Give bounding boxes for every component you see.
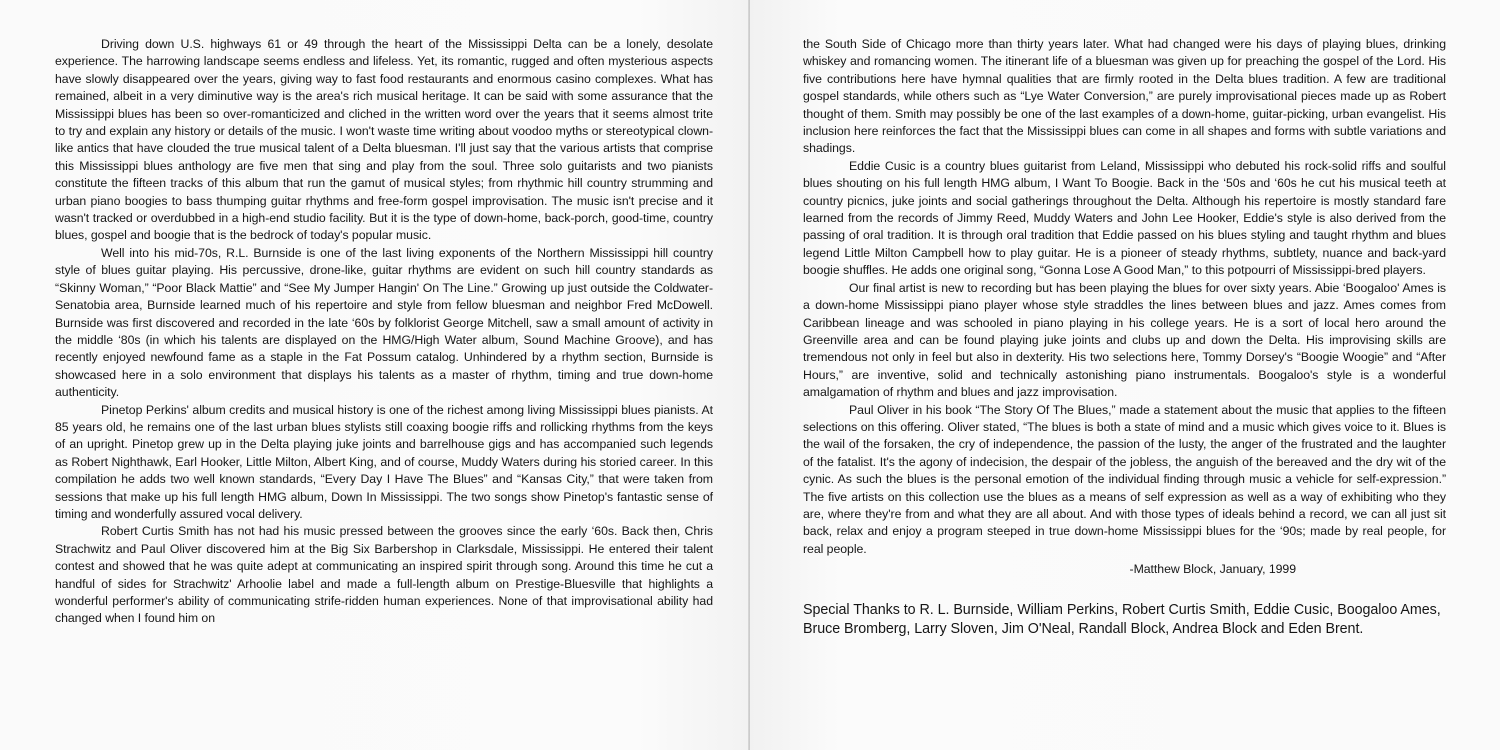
smith-paragraph: Robert Curtis Smith has not had his music pressed between the grooves since the early ‘60s. Back then, Chris Strachwitz and Paul Oliver discovered him at the Big Six Barbershop in Clarksdale, Mississippi. He entered their talent contest and showed that he was quite adept at communicating an inspired spirit through song. Around this time he cut a handful of sides for Strachwitz' Arhoolie label and made a full-length album on Prestige-Bluesville that highlights a wonderful performer's ability of communicating strife-ridden human experiences. None of that improvisational ability had changed when I found him on	[55, 524, 713, 626]
cusic-paragraph: Eddie Cusic is a country blues guitarist from Leland, Mississippi who debuted his rock-solid riffs and soulful blues shouting on his full length HMG album, I Want To Boogie. Back in the ‘50s and ‘60s he cut his musical teeth at country picnics, juke joints and social gatherings throughout the Delta. Although his repertoire is mostly standard fare learned from the records of Jimmy Reed, Muddy Waters and John Lee Hooker, Eddie's style is also derived from the passing of oral tradition. It is through oral tradition that Eddie passed on his blues styling and taught rhythm and blues legend Little Milton Campbell how to play guitar. He is a pioneer of steady rhythms, subtlety, nuance and back-yard boogie shuffles. He adds one original song, “Gonna Lose A Good Man,” to this potpourri of Mississippi-bred players.	[803, 158, 1446, 278]
author-signature: -Matthew Block, January, 1999	[1129, 562, 1296, 577]
intro-paragraph: Driving down U.S. highways 61 or 49 through the heart of the Mississippi Delta can be a lonely, desolate experience. The harrowing landscape seems endless and lifeless. Yet, its romantic, rugged and often mysterious aspects have slowly disappeared over the years, giving way to fast food restaurants and enormous casino complexes. What has remained, albeit in a very diminutive way is the area's rich musical heritage. It can be said with some assurance that the Mississippi blues has been so over-romanticized and cliched in the written word over the years that it seems almost trite to try and explain any history or details of the music. I won't waste time writing about voodoo myths or stereotypical clown-like antics that have clouded the true musical talent of a Delta bluesman. I'll just say that the various artists that comprise this Mississippi blues anthology are five men that sing and play from the soul. Three solo guitarists and two pianists constitute the fifteen tracks of this album that run the gamut of musical styles; from rhythmic hill country strumming and urban piano boogies to bass thumping guitar rhythms and free-form gospel improvisation. The music isn't precise and it wasn't tracked or overdubbed in a high-end studio facility. But it is the type of down-home, back-porch, good-time, country blues, gospel and boogie that is the bedrock of today's popular music.	[55, 37, 713, 243]
burnside-paragraph: Well into his mid-70s, R.L. Burnside is one of the last living exponents of the Northern Mississippi hill country style of blues guitar playing. His percussive, drone-like, guitar rhythms are evident on such hill country standards as “Skinny Woman,” “Poor Black Mattie” and “See My Jumper Hangin' On The Line.” Growing up just outside the Coldwater-Senatobia area, Burnside learned much of his repertoire and style from fellow bluesman and neighbor Fred McDowell. Burnside was first discovered and recorded in the late ‘60s by folklorist George Mitchell, saw a small amount of activity in the middle ‘80s (in which his talents are displayed on the HMG/High Water album, Sound Machine Groove), and has recently enjoyed newfound fame as a staple in the Fat Possum catalog. Unhindered by a rhythm section, Burnside is showcased here in a solo environment that displays his talents as a master of rhythm, timing and true down-home authenticity.	[55, 245, 713, 400]
perkins-paragraph: Pinetop Perkins' album credits and musical history is one of the richest among living Mississippi blues pianists. At 85 years old, he remains one of the last urban blues stylists still coaxing boogie riffs and rollicking rhythms from the keys of an upright. Pinetop grew up in the Delta playing juke joints and barrelhouse gigs and has accompanied such legends as Robert Nighthawk, Earl Hooker, Little Milton, Albert King, and of course, Muddy Waters during his storied career. In this compilation he adds two well known standards, “Every Day I Have The Blues” and “Kansas City,” that were taken from sessions that make up his full length HMG album, Down In Mississippi. The two songs show Pinetop's fantastic sense of timing and wonderfully assured vocal delivery.	[55, 402, 713, 521]
special-thanks: Special Thanks to R. L. Burnside, William Perkins, Robert Curtis Smith, Eddie Cusic, Boogaloo Ames, Bruce Bromberg, Larry Sloven, Jim O'Neal, Randall Block, Andrea Block and Eden Brent.	[803, 601, 1441, 637]
ames-paragraph: Our final artist is new to recording but has been playing the blues for over sixty years. Abie ‘Boogaloo' Ames is a down-home Mississippi piano player whose style straddles the lines between blues and jazz. Ames comes from Caribbean lineage and was schooled in piano playing in his college years. He is a sort of local hero around the Greenville area and can be found playing juke joints and clubs up and down the Delta. His improvising skills are tremendous not only in feel but also in dexterity. His two selections here, Tommy Dorsey's “Boogie Woogie” and “After Hours,” are inventive, solid and technically astonishing piano instrumentals. Boogaloo's style is a wonderful amalgamation of rhythm and blues and jazz improvisation.	[803, 280, 1446, 400]
right-page	[750, 0, 1500, 750]
left-column	[55, 36, 713, 628]
right-column	[803, 36, 1446, 639]
smith-continued-paragraph: the South Side of Chicago more than thirty years later. What had changed were his days of playing blues, drinking whiskey and romancing women. The itinerant life of a bluesman was given up for preaching the gospel of the Lord. His five contributions here have hymnal qualities that are firmly rooted in the Delta blues tradition. A few are traditional gospel standards, while others such as “Lye Water Conversion,” are purely improvisational pieces made up as Robert thought of them. Smith may possibly be one of the last examples of a down-home, guitar-picking, urban evangelist. His inclusion here reinforces the fact that the Mississippi blues can come in all shapes and forms with subtle variations and shadings.	[803, 37, 1446, 156]
oliver-paragraph: Paul Oliver in his book “The Story Of The Blues,” made a statement about the music that applies to the fifteen selections on this offering. Oliver stated, “The blues is both a state of mind and a music which gives voice to it. Blues is the wail of the forsaken, the cry of independence, the passion of the lusty, the anger of the frustrated and the laughter of the fatalist. It's the agony of indecision, the despair of the jobless, the anguish of the bereaved and the dry wit of the cynic. As such the blues is the personal emotion of the individual finding through music a vehicle for self-expression.” The five artists on this collection use the blues as a means of self expression as well as a way of exhibiting who they are, where they're from and what they are all about. And with those types of ideals behind a record, we can all just sit back, relax and enjoy a program steeped in true down-home Mississippi blues for the ‘90s; made by real people, for real people.	[803, 402, 1446, 556]
